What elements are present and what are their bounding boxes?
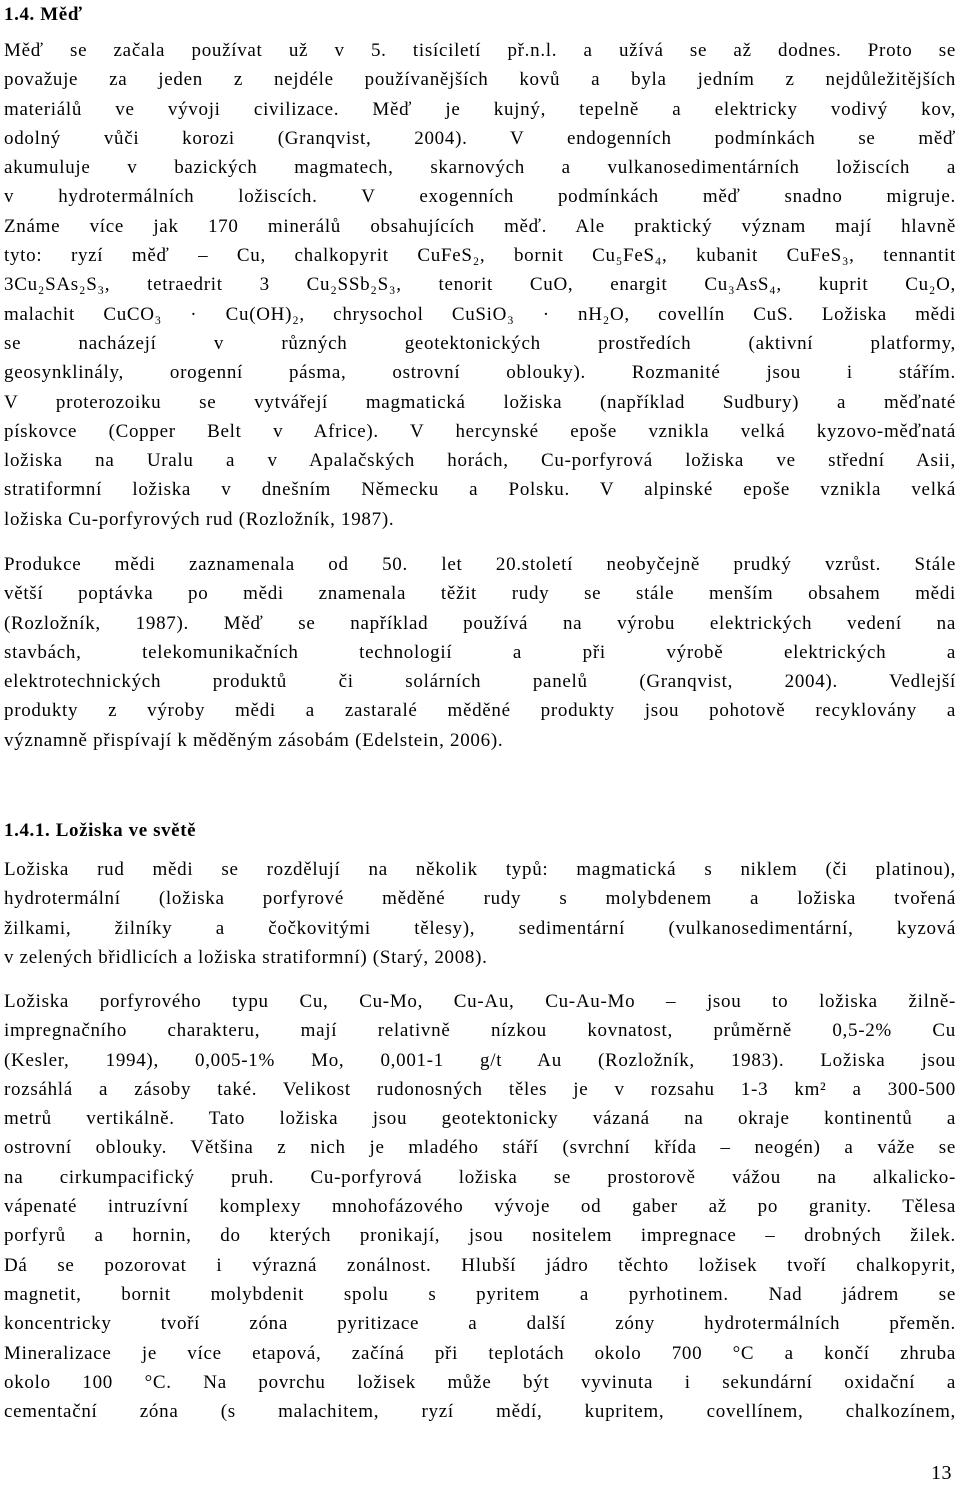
- text-line: na cirkumpacifický pruh. Cu-porfyrová ložiska se prostorově vážou na alkalicko-: [4, 1166, 956, 1188]
- text-line: malachit CuCO₃ · Cu(OH)₂, chrysochol CuSiO₃ · nH₂O, covellín CuS. Ložiska mědi: [4, 303, 956, 325]
- text-line: v hydrotermálních ložiscích. V exogenních podmínkách měď snadno migruje.: [4, 186, 956, 208]
- text-line: Ložiska porfyrového typu Cu, Cu-Mo, Cu-Au, Cu-Au-Mo – jsou to ložiska žilně-: [4, 991, 956, 1012]
- text-line: cementační zóna (s malachitem, ryzí mědí, kupritem, covellínem, chalkozínem,: [4, 1401, 956, 1423]
- text-line: Známe více jak 170 minerálů obsahujících měď. Ale praktický význam mají hlavně: [4, 215, 956, 237]
- text-line: (Kesler, 1994), 0,005-1% Mo, 0,001-1 g/t Au (Rozložník, 1983). Ložiska jsou: [4, 1049, 956, 1071]
- text-line: materiálů ve vývoji civilizace. Měď je kujný, tepelně a elektricky vodivý kov,: [4, 98, 956, 120]
- text-line: V proterozoiku se vytvářejí magmatická ložiska (například Sudbury) a měďnaté: [4, 391, 956, 413]
- text-line: ostrovní oblouky. Většina z nich je mladého stáří (svrchní křída – neogén) a váže se: [4, 1137, 956, 1159]
- text-line: Produkce mědi zaznamenala od 50. let 20.století neobyčejně prudký vzrůst. Stále: [4, 554, 956, 575]
- text-line: rozsáhlá a zásoby také. Velikost rudonosných těles je v rozsahu 1-3 km² a 300-500: [4, 1078, 956, 1100]
- paragraph-porphyry-deposits: [4, 987, 956, 1426]
- text-line: významně přispívají k měděným zásobám (Edelstein, 2006).: [4, 729, 504, 751]
- subsection-heading: 1.4.1. Ložiska ve světě: [4, 820, 197, 841]
- text-line: stavbách, telekomunikačních technologií a při výrobě elektrických a: [4, 641, 956, 663]
- text-line: ložiska Cu-porfyrových rud (Rozložník, 1987).: [4, 508, 395, 530]
- text-line: vápenaté intruzívní komplexy mnohofázového vývoje od gaber až po granity. Tělesa: [4, 1196, 956, 1218]
- text-line: tyto: ryzí měď – Cu, chalkopyrit CuFeS₂, bornit Cu₅FeS₄, kubanit CuFeS₃, tennantit: [4, 245, 956, 267]
- text-line: Dá se pozorovat i výrazná zonálnost. Hlubší jádro těchto ložisek tvoří chalkopyrit,: [4, 1254, 956, 1276]
- text-line: magnetit, bornit molybdenit spolu s pyritem a pyrhotinem. Nad jádrem se: [4, 1283, 956, 1305]
- paragraph-copper-history: [4, 36, 956, 534]
- text-line: žilkami, žilníky a čočkovitými tělesy), sedimentární (vulkanosedimentární, kyzová: [4, 917, 956, 939]
- text-line: větší poptávka po mědi znamenala těžit rudy se stále menším obsahem mědi: [4, 583, 956, 605]
- text-line: impregnačního charakteru, mají relativně nízkou kovnatost, průměrně 0,5-2% Cu: [4, 1020, 956, 1042]
- text-line: okolo 100 °C. Na povrchu ložisek může být vyvinuta i sekundární oxidační a: [4, 1371, 956, 1393]
- paragraph-deposit-types: [4, 855, 956, 972]
- page-number: 13: [931, 1462, 952, 1484]
- text-line: stratiformní ložiska v dnešním Německu a Polsku. V alpinské epoše vznikla velká: [4, 479, 956, 501]
- section-heading: 1.4. Měď: [4, 4, 83, 25]
- paragraph-copper-production: [4, 550, 956, 755]
- text-line: odolný vůči korozi (Granqvist, 2004). V endogenních podmínkách se měď: [4, 127, 956, 149]
- text-line: metrů vertikálně. Tato ložiska jsou geotektonicky vázaná na okraje kontinentů a: [4, 1108, 956, 1130]
- text-line: 3Cu₂SAs₂S₃, tetraedrit 3 Cu₂SSb₂S₃, tenorit CuO, enargit Cu₃AsS₄, kuprit Cu₂O,: [4, 274, 956, 296]
- text-line: hydrotermální (ložiska porfyrové měděné rudy s molybdenem a ložiska tvořená: [4, 888, 956, 910]
- text-line: ložiska na Uralu a v Apalačských horách, Cu-porfyrová ložiska ve střední Asii,: [4, 450, 956, 472]
- text-line: akumuluje v bazických magmatech, skarnových a vulkanosedimentárních ložiscích a: [4, 157, 956, 179]
- text-line: elektrotechnických produktů či solárních panelů (Granqvist, 2004). Vedlejší: [4, 671, 956, 693]
- text-line: produkty z výroby mědi a zastaralé měděné produkty jsou pohotově recyklovány a: [4, 700, 956, 722]
- text-line: Měď se začala používat už v 5. tisíciletí př.n.l. a užívá se až dodnes. Proto se: [4, 40, 956, 61]
- text-line: se nacházejí v různých geotektonických prostředích (aktivní platformy,: [4, 332, 956, 354]
- text-line: v zelených břidlicích a ložiska stratiformní) (Starý, 2008).: [4, 946, 488, 968]
- text-line: geosynklinály, orogenní pásma, ostrovní oblouky). Rozmanité jsou i stářím.: [4, 362, 956, 384]
- text-line: Mineralizace je více etapová, začíná při teplotách okolo 700 °C a končí zhruba: [4, 1342, 956, 1364]
- text-line: Ložiska rud mědi se rozdělují na několik typů: magmatická s niklem (či platinou),: [4, 859, 956, 880]
- text-line: koncentricky tvoří zóna pyritizace a další zóny hydrotermálních přeměn.: [4, 1313, 956, 1335]
- text-line: (Rozložník, 1987). Měď se například používá na výrobu elektrických vedení na: [4, 612, 956, 634]
- text-line: považuje za jeden z nejdéle používanějších kovů a byla jedním z nejdůležitějších: [4, 69, 956, 91]
- text-line: pískovce (Copper Belt v Africe). V hercynské epoše vznikla velká kyzovo-měďnatá: [4, 420, 956, 442]
- text-line: porfyrů a hornin, do kterých pronikají, jsou nositelem impregnace – drobných žilek.: [4, 1225, 956, 1247]
